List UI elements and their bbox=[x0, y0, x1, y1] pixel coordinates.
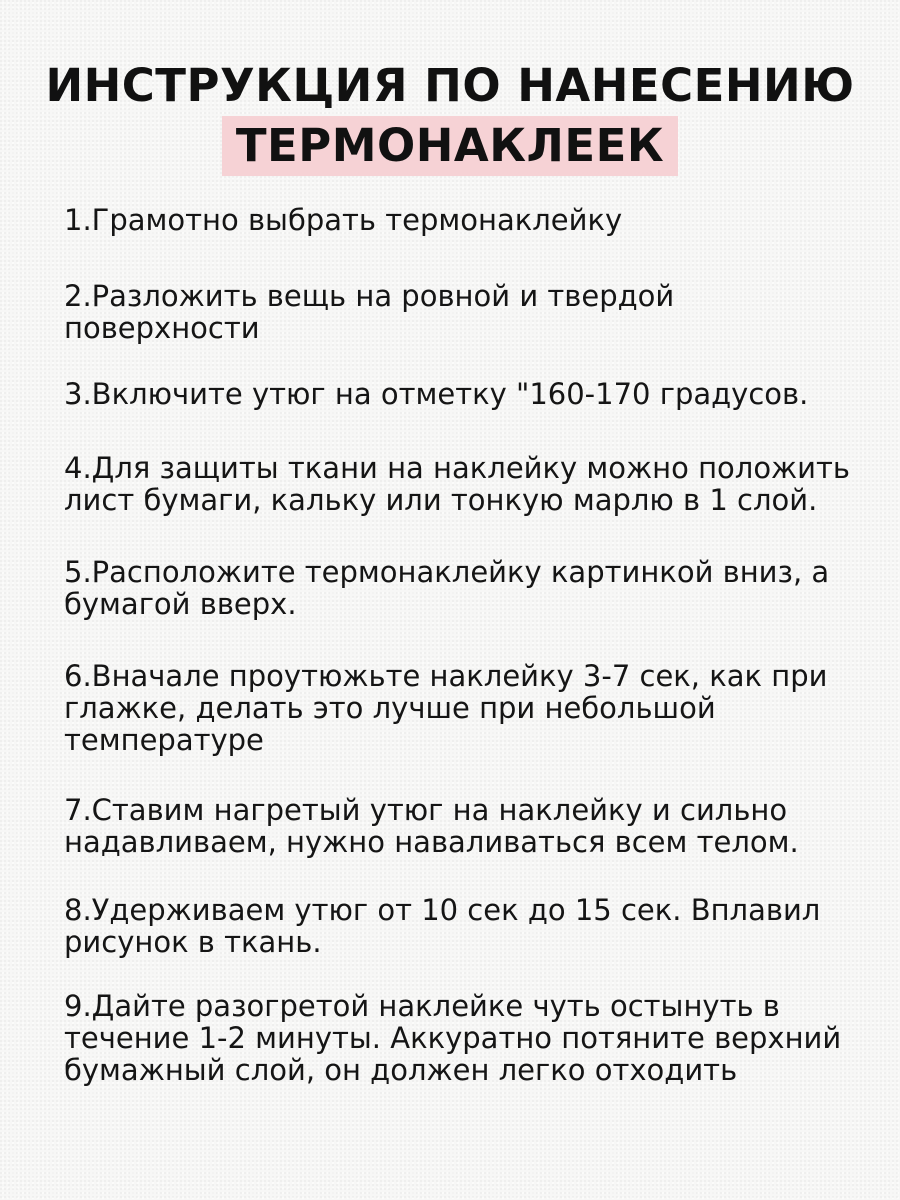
step-5-line-1: 5.Расположите термонаклейку картинкой вниз, а bbox=[64, 555, 830, 589]
step-1 bbox=[64, 204, 864, 236]
step-4-line-1: 4.Для защиты ткани на наклейку можно положить bbox=[64, 451, 851, 485]
step-8 bbox=[64, 894, 864, 958]
step-6 bbox=[64, 660, 864, 756]
step-5 bbox=[64, 556, 864, 620]
step-7-line-2: надавливаем, нужно наваливаться всем телом. bbox=[64, 825, 799, 859]
step-9-line-3: бумажный слой, он должен легко отходить bbox=[64, 1053, 738, 1087]
step-2-line-1: 2.Разложить вещь на ровной и твердой bbox=[64, 279, 675, 313]
page-subtitle-highlighted: ТЕРМОНАКЛЕЕК bbox=[222, 116, 678, 176]
step-6-line-1: 6.Вначале проутюжьте наклейку 3-7 сек, как при bbox=[64, 659, 828, 693]
step-9 bbox=[64, 990, 864, 1086]
step-9-line-2: течение 1-2 минуты. Аккуратно потяните верхний bbox=[64, 1021, 842, 1055]
step-2-line-2: поверхности bbox=[64, 311, 260, 345]
step-3 bbox=[64, 378, 864, 410]
step-2 bbox=[64, 280, 864, 344]
title-highlight-row bbox=[0, 116, 900, 176]
step-4 bbox=[64, 452, 864, 516]
step-6-line-2: глажке, делать это лучше при небольшой bbox=[64, 691, 716, 725]
step-8-line-1: 8.Удерживаем утюг от 10 сек до 15 сек. Вплавил bbox=[64, 893, 821, 927]
step-7 bbox=[64, 794, 864, 858]
step-7-line-1: 7.Ставим нагретый утюг на наклейку и сильно bbox=[64, 793, 788, 827]
step-1-line-1: 1.Грамотно выбрать термонаклейку bbox=[64, 203, 623, 237]
step-9-line-1: 9.Дайте разогретой наклейке чуть остынуть в bbox=[64, 989, 780, 1023]
step-4-line-2: лист бумаги, кальку или тонкую марлю в 1 слой. bbox=[64, 483, 818, 517]
page-title: ИНСТРУКЦИЯ ПО НАНЕСЕНИЮ bbox=[45, 59, 855, 112]
step-5-line-2: бумагой вверх. bbox=[64, 587, 297, 621]
step-6-line-3: температуре bbox=[64, 723, 264, 757]
step-3-line-1: 3.Включите утюг на отметку "160-170 градусов. bbox=[64, 377, 809, 411]
step-8-line-2: рисунок в ткань. bbox=[64, 925, 322, 959]
